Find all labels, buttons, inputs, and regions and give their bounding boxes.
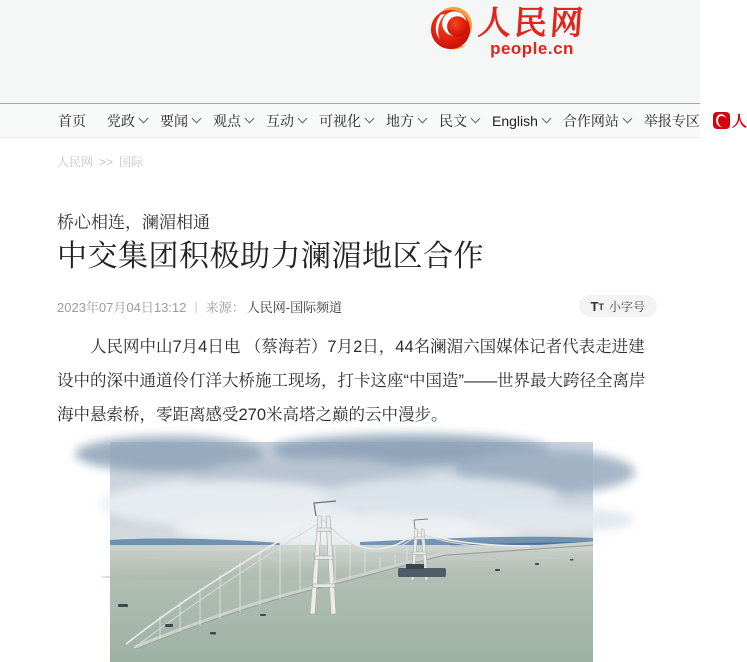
meta-divider: | [194, 298, 198, 314]
nav-item-headlines[interactable]: 要闻 [160, 111, 200, 131]
site-header [0, 0, 700, 104]
chevron-down-icon [298, 114, 308, 124]
nav-item-opinion[interactable]: 观点 [213, 111, 253, 131]
font-size-icon: T T [590, 298, 604, 314]
source-link[interactable]: 人民网-国际频道 [246, 299, 343, 315]
chevron-down-icon [622, 114, 632, 124]
nav-item-partner-sites[interactable]: 合作网站 [563, 111, 631, 131]
article-meta-row [57, 295, 657, 317]
logo-english: people.cn [490, 39, 574, 58]
nav-item-report-zone[interactable]: 举报专区 [643, 112, 700, 129]
people-badge-icon [713, 112, 730, 129]
nav-item-local[interactable]: 地方 [386, 111, 426, 131]
chevron-down-icon [471, 114, 481, 124]
chevron-down-icon [365, 114, 375, 124]
article-meta [57, 297, 342, 316]
breadcrumb-separator: >> [99, 154, 114, 169]
breadcrumb [57, 153, 700, 170]
chevron-down-icon [418, 114, 428, 124]
nav-item-home[interactable]: 首页 [58, 112, 86, 129]
article [57, 208, 657, 662]
chevron-down-icon [541, 114, 551, 124]
logo-text [478, 5, 586, 57]
source-label: 来源： [205, 299, 245, 315]
bridge-photo-illustration [110, 442, 593, 662]
breadcrumb-section-link[interactable]: 国际 [119, 155, 144, 169]
article-paragraph: 人民网中山7月4日电 （蔡海若）7月2日，44名澜湄六国媒体记者代表走进建设中的深中通道伶仃洋大桥施工现场，打卡这座“中国造”——世界最大跨径全离岸海中悬索桥，零距离感受270米高塔之巅的云中漫步。 [57, 338, 646, 424]
nav-item-english[interactable]: English [492, 113, 550, 129]
logo-chinese: 人民网 [476, 4, 588, 41]
nav-item-people-account[interactable]: 人 [713, 110, 747, 131]
breadcrumb-site-link[interactable]: 人民网 [57, 155, 94, 169]
site-logo[interactable] [428, 5, 586, 57]
nav-item-visualization[interactable]: 可视化 [319, 111, 373, 131]
font-size-button[interactable] [579, 295, 657, 317]
article-photo [110, 442, 593, 662]
article-kicker: 桥心相连，澜湄相通 [57, 213, 210, 232]
article-title: 中交集团积极助力澜湄地区合作 [57, 240, 484, 273]
chevron-down-icon [139, 114, 149, 124]
nav-item-interaction[interactable]: 互动 [266, 111, 306, 131]
chevron-down-icon [192, 114, 202, 124]
nav-item-party-gov[interactable]: 党政 [107, 111, 147, 131]
nav-item-minority-lang[interactable]: 民文 [439, 111, 479, 131]
chevron-down-icon [245, 114, 255, 124]
publish-date: 2023年07月04日13:12 [57, 299, 187, 315]
people-logo-ball-icon [428, 5, 475, 52]
main-nav [0, 104, 747, 138]
font-size-label: 小字号 [608, 299, 645, 314]
